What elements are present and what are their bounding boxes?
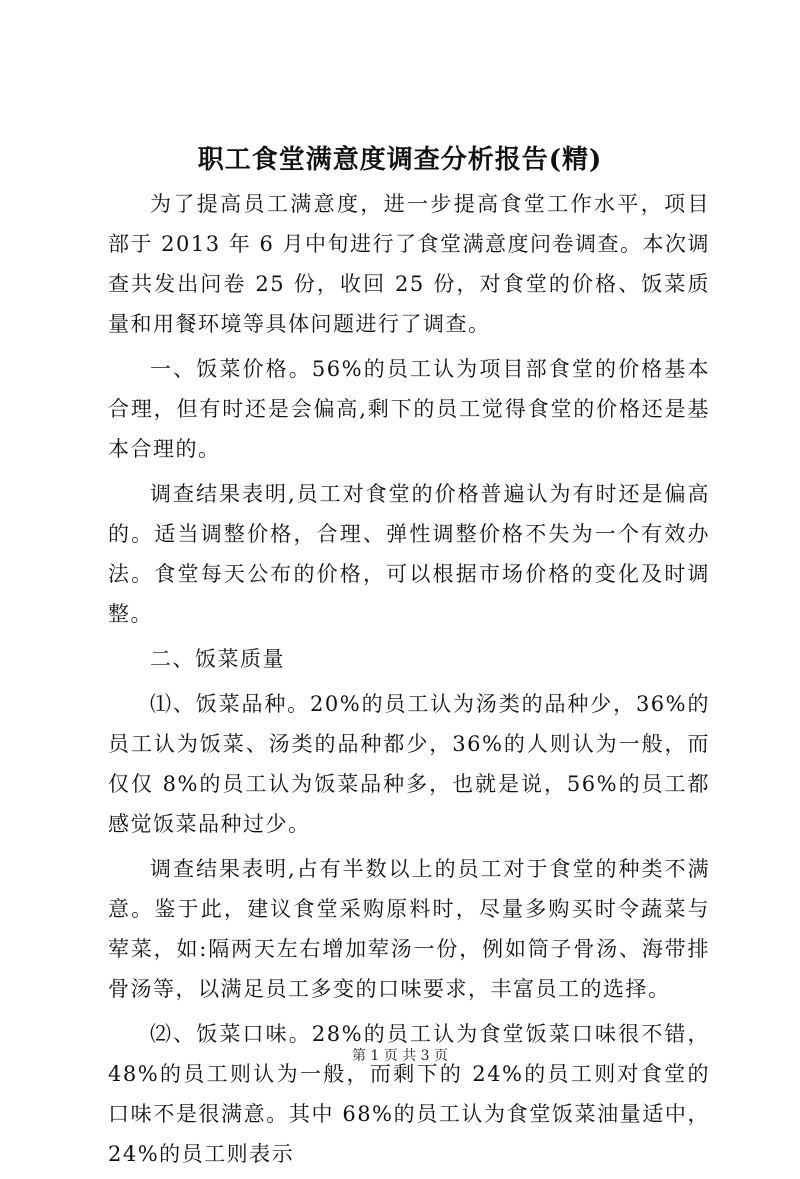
paragraph-variety: ⑴、饭菜品种。20%的员工认为汤类的品种少，36%的员工认为饭菜、汤类的品种都少，36%的人则认为一般，而仅仅 8%的员工认为饭菜品种多，也就是说，56%的员工都感觉饭菜品种过少。: [108, 692, 710, 836]
page-title: 职工食堂满意度调查分析报告(精): [197, 145, 603, 175]
page-footer: 第 1 页 共 3 页: [351, 1048, 449, 1064]
paragraph-taste: ⑵、饭菜口味。28%的员工认为食堂饭菜口味很不错，48%的员工则认为一般，而剩下的 24%的员工则对食堂的口味不是很满意。其中 68%的员工认为食堂饭菜油量适中，24%的员工则表示: [108, 1022, 710, 1166]
paragraph-price: 一、饭菜价格。56%的员工认为项目部食堂的价格基本合理，但有时还是会偏高,剩下的员工觉得食堂的价格还是基本合理的。: [108, 357, 710, 461]
document-body: [108, 184, 710, 1179]
section-heading-quality: 二、饭菜质量: [150, 647, 285, 671]
paragraph-price-conclusion: 调查结果表明,员工对食堂的价格普遍认为有时还是偏高的。适当调整价格，合理、弹性调整价格不失为一个有效办法。食堂每天公布的价格，可以根据市场价格的变化及时调整。: [108, 482, 710, 626]
paragraph-variety-conclusion: 调查结果表明,占有半数以上的员工对于食堂的种类不满意。鉴于此，建议食堂采购原料时，尽量多购买时令蔬菜与荤菜，如:隔两天左右增加荤汤一份，例如筒子骨汤、海带排骨汤等，以满足员工多变的口味要求，丰富员工的选择。: [108, 857, 710, 1001]
paragraph-intro: 为了提高员工满意度，进一步提高食堂工作水平，项目部于 2013 年 6 月中旬进行了食堂满意度问卷调查。本次调查共发出问卷 25 份，收回 25 份，对食堂的价格、饭菜质量和用餐环境等具体问题进行了调查。: [108, 192, 711, 336]
